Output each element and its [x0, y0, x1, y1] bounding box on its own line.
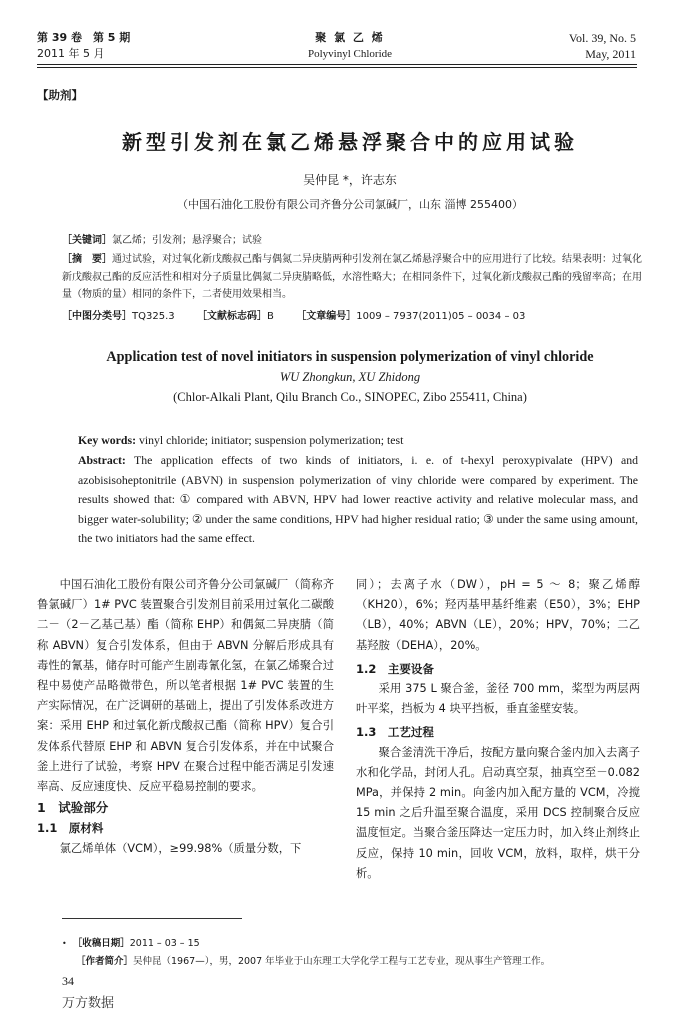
- authors-cn: 吴仲昆 *，许志东: [303, 173, 397, 187]
- section-1-2-heading: 1.2 主要设备: [356, 661, 434, 676]
- classification-line: [62, 308, 652, 326]
- clc-label: ［中图分类号］: [62, 311, 132, 322]
- title-cn: 新型引发剂在氯乙烯悬浮聚合中的应用试验: [122, 130, 578, 154]
- body-left-column: [37, 575, 334, 859]
- footnote-bullet-icon: •: [62, 939, 67, 948]
- doc-code: B: [266, 311, 274, 322]
- received-date: 2011 – 03 – 15: [129, 938, 200, 949]
- abstract-en-label: Abstract:: [78, 453, 126, 467]
- authors-en: WU Zhongkun, XU Zhidong: [279, 370, 421, 384]
- keywords-en-text: vinyl chloride; initiator; suspension polymerization; test: [136, 433, 404, 447]
- section-1-heading: 1 试验部分: [37, 800, 109, 816]
- header-issue-cn: 第 39 卷 第 5 期: [37, 31, 131, 44]
- title-en: Application test of novel initiators in suspension polymerization of vinyl chloride: [106, 349, 594, 365]
- keywords-en-label: Key words:: [78, 433, 136, 447]
- keywords-cn-text: 氯乙烯；引发剂；悬浮聚合；试验: [112, 235, 262, 246]
- header-date-en: May, 2011: [585, 47, 636, 61]
- abstract-cn-text: 通过试验，对过氧化新戊酸叔己酯与偶氮二异庚腈两种引发剂在氯乙烯悬浮聚合中的应用进行了比较。结果表明：过氧化新戊酸叔己酯的反应活性和相对分子质量比偶氮二异庚腈略低，水溶性略大；在相同条件下，过氧化新戊酸叔己酯的残留率高；在用量（物质的量）相同的条件下，二者使用效果相当。: [62, 254, 642, 300]
- section-1-3-heading: 1.3 工艺过程: [356, 725, 434, 740]
- abstract-en-text: The application effects of two kinds of initiators, i. e. of t-hexyl peroxypivalate (HPV) and azobisisoheptonitrile (ABVN) in suspension polymerization of viny chloride were compared by experiment. The results showed that: ① compared with ABVN, HPV had lower reactive activity and relative molecular mass, and bigger water-solubility; ② under the same conditions, HPV had higher residual ratio; ③ under the same using amount, the two initiators had the same effect.: [78, 453, 638, 546]
- header-journal-en: Polyvinyl Chloride: [307, 48, 393, 60]
- affiliation-cn: （中国石油化工股份有限公司齐鲁分公司氯碱厂，山东 淄博 255400）: [177, 198, 523, 211]
- materials-paragraph: 氯乙烯单体（VCM），≥99.98%（质量分数，下: [59, 841, 302, 855]
- footnote-received: [62, 935, 200, 949]
- abstract-en: [78, 451, 638, 549]
- article-number-label: ［文章编号］: [296, 311, 357, 322]
- header-rule-top: [37, 64, 637, 65]
- affiliation-en: (Chlor-Alkali Plant, Qilu Branch Co., SINOPEC, Zibo 255411, China): [173, 390, 527, 404]
- body-right-column: [356, 575, 640, 884]
- doc-code-label: ［文献标志码］: [196, 311, 267, 322]
- section-tag: 【助剂】: [37, 88, 83, 102]
- intro-paragraph: 中国石油化工股份有限公司齐鲁分公司氯碱厂（简称齐鲁氯碱厂）1# PVC 装置聚合引发剂目前采用过氧化二碳酸二－（2－乙基己基）酯（简称 EHP）和偶氮二异庚腈（简称 ABVN）复合引发体系，但由于 ABVN 分解后形成具有毒性的氰基，储存时可能产生剧毒氰化氢，在氯乙烯聚合过程中易使产品略微带色，所以笔者根据 1# PVC 装置的生产实际情况，在广泛调研的基础上，提出了引发体系改进方案：采用 EHP 和过氧化新戊酸叔己酯（简称 HPV）复合引发体系代替原 EHP 和 ABVN 复合引发体系，并在中试聚合釜上进行了试验，考察 HPV 在聚合过程中能否满足引发速率高、反应速度快、反应平稳易控制的要求。: [37, 578, 334, 794]
- abstract-cn: [62, 251, 642, 304]
- materials-continued: 同）；去离子水（DW），pH = 5 ～ 8；聚乙烯醇（KH20），6%；羟丙基甲基纤维素（E50），3%；EHP（LB），40%；ABVN（LE），20%；HPV，70%；二乙基羟胺（DEHA），20%。: [356, 578, 640, 652]
- header-date-cn: 2011 年 5 月: [37, 47, 105, 60]
- clc-code: TQ325.3: [132, 311, 175, 322]
- header-vol-en: Vol. 39, No. 5: [568, 31, 636, 45]
- process-paragraph: 聚合釜清洗干净后，按配方量向聚合釜内加入去离子水和化学品，封闭人孔。启动真空泵，抽真空至－0.082 MPa，并保持 2 min。向釜内加入配方量的 VCM，冷搅 15 min 之后升温至聚合温度，采用 DCS 控制聚合反应温度恒定。当聚合釜压降达一定压力时，加入终止剂终止反应，保持 10 min，回收 VCM，放料，取样，烘干分析。: [356, 745, 640, 880]
- author-bio: 吴仲昆（1967—），男，2007 年毕业于山东理工大学化学工程与工艺专业，现从事生产管理工作。: [133, 956, 551, 967]
- article-number: 1009 – 7937(2011)05 – 0034 – 03: [356, 311, 526, 322]
- abstract-cn-label: ［摘 要］: [62, 254, 112, 265]
- received-label: ［收稿日期］: [72, 938, 130, 949]
- watermark: 万方数据: [62, 996, 115, 1011]
- header-journal-cn: 聚 氯 乙 烯: [315, 31, 385, 44]
- equipment-paragraph: 采用 375 L 聚合釜，釜径 700 mm，桨型为两层两叶平桨，挡板为 4 块平挡板，垂直釜壁安装。: [356, 682, 640, 716]
- keywords-cn: [62, 232, 642, 250]
- section-1-1-heading: 1.1 原材料: [37, 821, 104, 836]
- keywords-cn-label: ［关键词］: [62, 235, 112, 246]
- header-rule-bottom: [37, 67, 637, 68]
- page-number: 34: [62, 974, 74, 988]
- keywords-en: [78, 431, 638, 451]
- footnote-author: [76, 953, 656, 967]
- footnote-rule: [62, 918, 242, 919]
- author-bio-label: ［作者简介］: [76, 956, 134, 967]
